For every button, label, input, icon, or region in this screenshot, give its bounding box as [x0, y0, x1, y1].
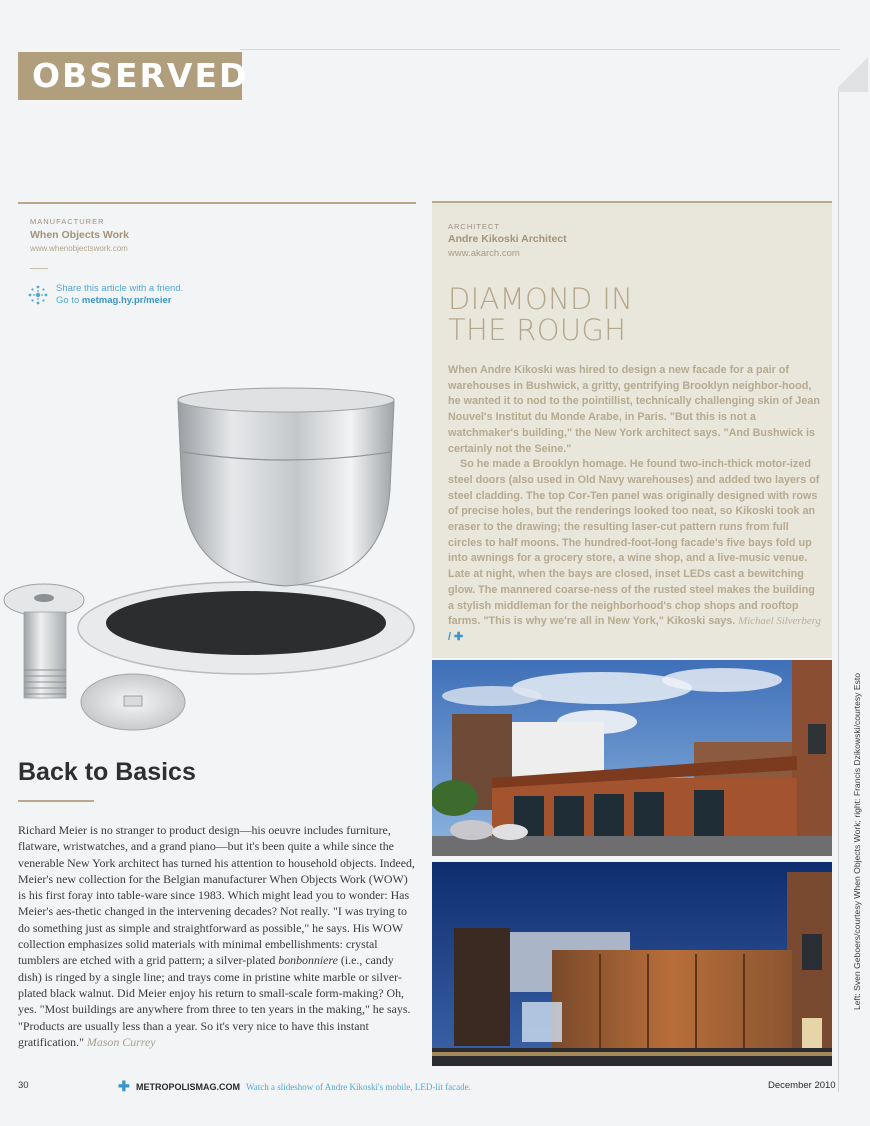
left-body-italic: bonbonniere — [278, 953, 338, 968]
right-signature: Michael Silverberg — [738, 615, 821, 628]
left-body-text-2: (i.e., candy dish) is ringed by a single line; and trays come in pristine white marble or silver-plated black walnut. Did Meier enjoy his return to small-scale form-making? Oh, yes. "Most buildings are anywhere from three to ten years in the making," he says. "Products are usually less than a year. So it's very nice to have this instant gratification." — [18, 953, 411, 1049]
section-tag: OBSERVED — [18, 52, 242, 100]
footer-date: December 2010 — [768, 1080, 836, 1091]
title-rule — [18, 800, 94, 802]
right-paragraph-2-text: So he made a Brooklyn homage. He found two-inch-thick motor-ized steel doors (also used in Old Navy warehouses) and added two layers of steel cladding. The top Cor-Ten panel was originally designed with rows of precise holes, but the renderings looked too neat, so Kikoski took an eraser to the drawing; the resulting laser-cut pattern runs from full circles to half moons. The hundred-foot-long facade's five bays fold up into awnings for a grocery store, a wine shop, and a live-music venue. Late at night, when the bays are closed, inset LEDs cast a bewitching glow. The mannered coarse-ness of the rusted steel makes the building a stylish middleman for the neighborhood's chop shops and rooftop farms. "This is why we're all in New York," Kikoski says. — [448, 458, 820, 628]
share-link[interactable]: metmag.hy.pr/meier — [81, 295, 172, 306]
page-corner — [838, 52, 868, 92]
left-article-body — [18, 822, 416, 1050]
headline-line-2: THE ROUGH — [448, 313, 627, 347]
plus-icon: / ✚ — [448, 630, 464, 643]
plus-icon: ✚ — [118, 1078, 130, 1094]
share-link-line — [56, 295, 171, 306]
right-paragraph-2 — [448, 457, 822, 645]
right-article-body — [448, 363, 822, 646]
share-text: Share this article with a friend. — [56, 283, 184, 294]
photo-credit: Left: Sven Geboers/courtesy When Objects Work; right: Francis Dzikowski/courtesy Esto — [852, 672, 862, 1010]
share-burst-icon — [26, 283, 50, 307]
right-paragraph-1: When Andre Kikoski was hired to design a new facade for a pair of warehouses in Bushwick, a gritty, gentrifying Brooklyn neighbor-hood, he wanted it to nod to the pointillist, technically challenging skin of Jean Nouvel's Institut du Monde Arabe, in Paris. "But this is not a watchmaker's building," the New York architect says. "And Bushwick is certainly not the Seine." — [448, 364, 820, 455]
left-credit-rule — [18, 202, 416, 204]
page-number: 30 — [18, 1080, 29, 1091]
tray-surface — [106, 591, 386, 655]
footer-site[interactable]: METROPOLISMAG.COM — [136, 1082, 240, 1092]
building-photo-day — [432, 660, 832, 856]
left-signature: Mason Currey — [86, 1034, 156, 1049]
left-paragraph — [18, 822, 416, 1050]
footer-note[interactable]: Watch a slideshow of Andre Kikoski's mobile, LED-lit facade. — [246, 1082, 471, 1092]
headline-line-1: DIAMOND IN — [448, 282, 634, 316]
top-rule — [240, 49, 840, 50]
manufacturer-url[interactable]: www.whenobjectswork.com — [30, 244, 128, 253]
page-edge — [838, 52, 839, 1092]
manufacturer-label: MANUFACTURER — [30, 217, 105, 226]
right-credit-rule — [432, 201, 832, 203]
architect-label: ARCHITECT — [448, 222, 500, 231]
share-prefix: Go to — [56, 295, 82, 306]
architect-url[interactable]: www.akarch.com — [448, 248, 520, 259]
right-headline — [448, 284, 828, 346]
building-photo-night — [432, 862, 832, 1066]
architect-name: Andre Kikoski Architect — [448, 233, 567, 245]
article-title: Back to Basics — [18, 758, 196, 786]
left-body-text: Richard Meier is no stranger to product design—his oeuvre includes furniture, flatware, wristwatches, and a grand piano—but it's been quite a while since the venerable New York architect has turned his attention to household objects. Indeed, Meier's new collection for the Belgian manufacturer When Objects Work (WOW) is his first foray into table-ware since 1983. Which might lead you to wonder: Has Meier's aes-thetic changed in the intervening decades? Not really. "I was trying to do something just as simple and straightforward as possible," he says. His WOW collection emphasizes solid materials with minimal embellishments: crystal tumblers are etched with a grid pattern; a silver-plated — [18, 823, 415, 968]
product-photo — [0, 380, 420, 740]
manufacturer-name: When Objects Work — [30, 229, 129, 241]
short-divider — [30, 268, 48, 269]
